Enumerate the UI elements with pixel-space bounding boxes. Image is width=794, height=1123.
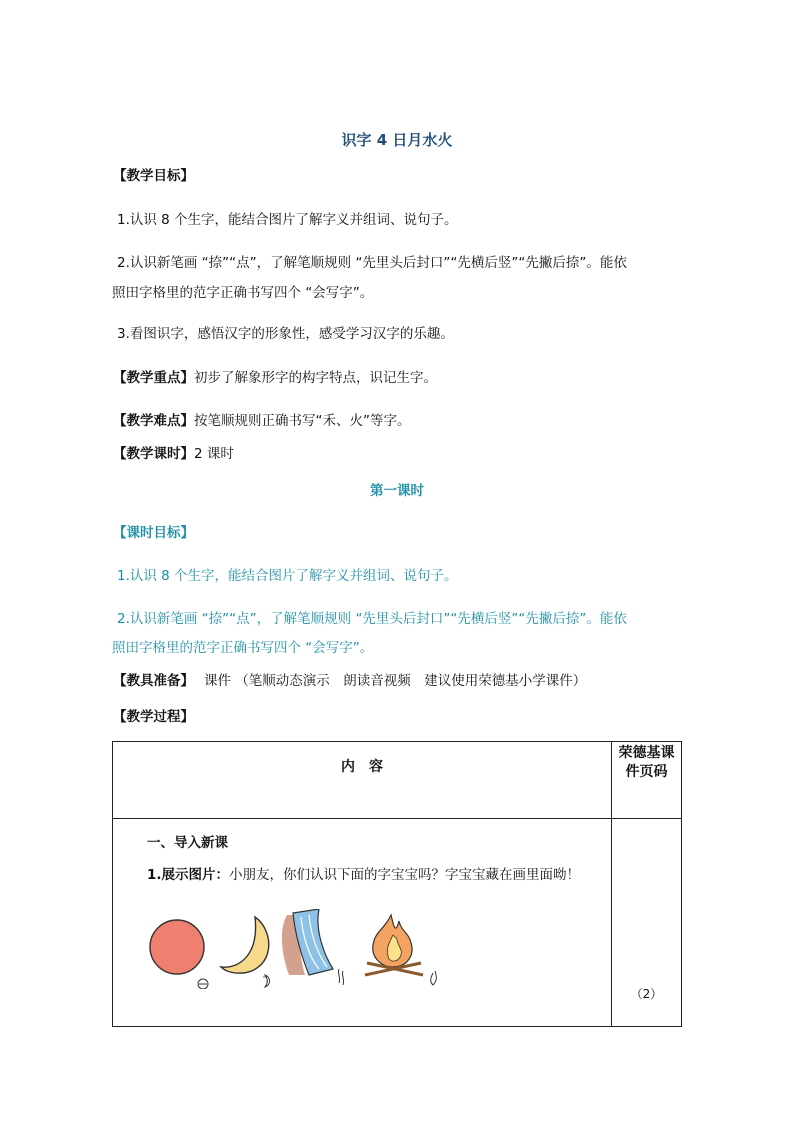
materials-label: 【教具准备】 <box>113 673 194 689</box>
step-1-label: 1.展示图片： <box>147 867 230 883</box>
table-row <box>113 819 682 1027</box>
lesson-1-goal-2-line-2: 照田字格里的范字正确书写四个 “会写字”。 <box>112 640 374 656</box>
focus-line <box>113 369 437 387</box>
page-column-header: 荣德基课件页码 <box>612 742 682 819</box>
step-1-text: 小朋友，你们认识下面的字宝宝吗？字宝宝藏在画里面呦！ <box>229 867 581 883</box>
difficulty-label: 【教学难点】 <box>113 413 194 429</box>
section-heading: 一、导入新课 <box>147 835 228 851</box>
sun-picture <box>150 920 208 989</box>
objective-3: 3.看图识字，感悟汉字的形象性，感受学习汉字的乐趣。 <box>117 326 454 342</box>
content-cell <box>113 819 612 1027</box>
materials-text: 课件 （笔顺动态演示 朗读音视频 建议使用荣德基小学课件） <box>204 673 587 689</box>
objective-2-line-2: 照田字格里的范字正确书写四个 “会写字”。 <box>112 285 374 301</box>
pictograph-images <box>143 909 443 989</box>
objective-1: 1.认识 8 个生字，能结合图片了解字义并组词、说句子。 <box>117 212 458 228</box>
objective-2-line-1: 2.认识新笔画 “捺”“点”，了解笔顺规则 “先里头后封口”“先横后竖”“先撇后捺”。能依 <box>117 255 627 271</box>
fire-picture <box>365 915 436 985</box>
lesson-1-goal-1: 1.认识 8 个生字，能结合图片了解字义并组词、说句子。 <box>117 568 458 584</box>
hours-text: 2 课时 <box>194 446 234 462</box>
water-picture <box>282 909 344 985</box>
process-heading: 【教学过程】 <box>113 709 194 725</box>
lesson-process-table <box>112 741 682 1027</box>
content-column-header: 内 容 <box>113 742 612 819</box>
lesson-1-goals-heading: 【课时目标】 <box>113 525 194 541</box>
focus-label: 【教学重点】 <box>113 370 194 386</box>
moon-picture <box>221 917 270 987</box>
lesson-1-title: 第一课时 <box>370 483 424 499</box>
page-ref: （2） <box>630 987 663 1001</box>
difficulty-text: 按笔顺规则正确书写“禾、火”等字。 <box>194 413 411 429</box>
page-ref-cell <box>612 819 682 1027</box>
table-header-row <box>113 742 682 819</box>
difficulty-line <box>113 412 411 430</box>
focus-text: 初步了解象形字的构字特点，识记生字。 <box>194 370 437 386</box>
objectives-heading: 【教学目标】 <box>113 168 194 184</box>
step-1 <box>147 863 580 883</box>
lesson-1-goal-2-line-1: 2.认识新笔画 “捺”“点”，了解笔顺规则 “先里头后封口”“先横后竖”“先撇后捺”。能依 <box>117 611 627 627</box>
hours-line <box>113 445 234 463</box>
lesson-title: 识字 4 日月水火 <box>341 131 453 149</box>
hours-label: 【教学课时】 <box>113 446 194 462</box>
materials-line <box>113 672 586 690</box>
